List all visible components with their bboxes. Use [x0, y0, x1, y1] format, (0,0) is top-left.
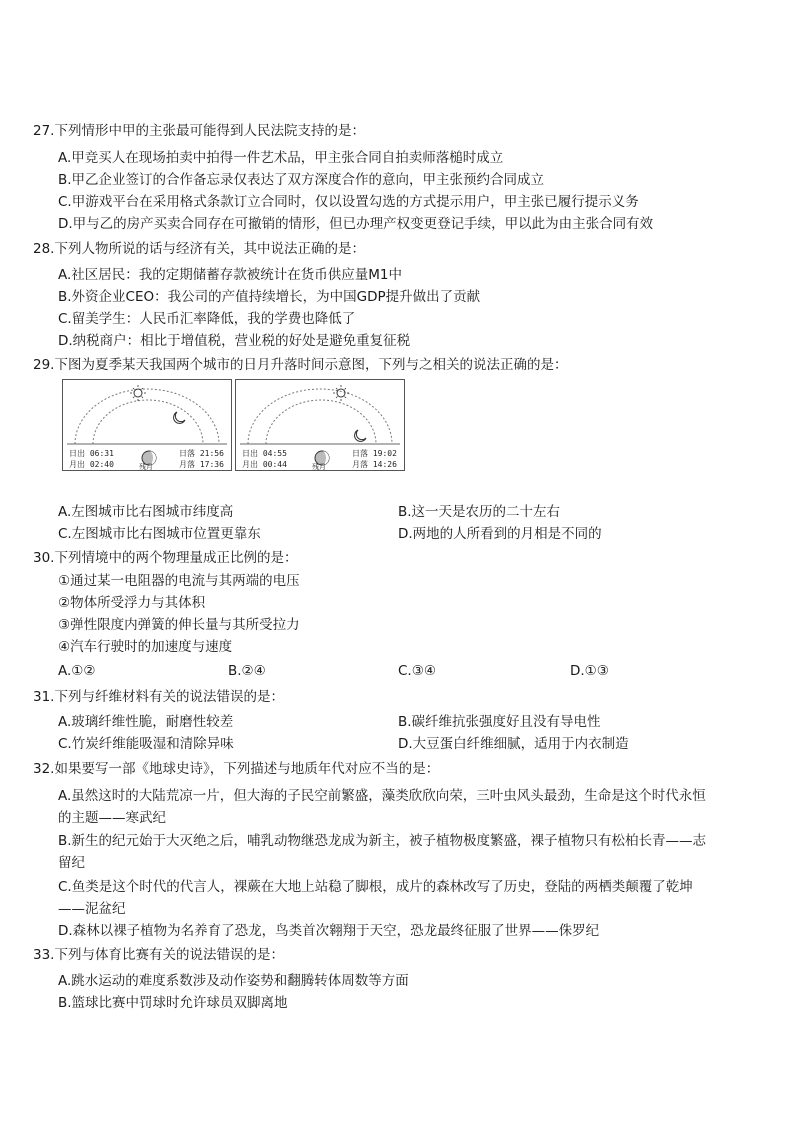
question-31-option-c: C.竹炭纤维能吸湿和清除异味 [58, 736, 234, 752]
moonset-label-left: 月落 17:36 [179, 460, 224, 469]
question-31-option-b: B.碳纤维抗张强度好且没有导电性 [398, 714, 601, 730]
question-27-option-a: A.甲竞买人在现场拍卖中拍得一件艺术品，甲主张合同自拍卖师落槌时成立 [58, 150, 504, 166]
question-28-option-c: C.留美学生：人民币汇率降低，我的学费也降低了 [58, 311, 356, 327]
question-32-option-b: B.新生的纪元始于大灭绝之后，哺乳动物继恐龙成为新主，被子植物极度繁盛，裸子植物只有松柏长青——志 [58, 833, 707, 849]
question-30-item-3: ③弹性限度内弹簧的伸长量与其所受拉力 [58, 617, 300, 633]
question-30-option-a: A.①② [58, 663, 96, 679]
question-28-option-d: D.纳税商户：相比于增值税，营业税的好处是避免重复征税 [58, 333, 411, 349]
sun-moon-diagram-left [62, 379, 232, 471]
sunset-label-right: 日落 19:02 [352, 449, 397, 458]
sun-icon [333, 385, 349, 401]
moonset-label-right: 月落 14:26 [352, 460, 397, 469]
question-30-item-2: ②物体所受浮力与其体积 [58, 595, 206, 611]
crescent-moon-icon [355, 430, 366, 441]
question-30-stem: 30.下列情境中的两个物理量成正比例的是： [33, 550, 298, 566]
question-29-stem: 29.下图为夏季某天我国两个城市的日月升落时间示意图，下列与之相关的说法正确的是： [33, 357, 568, 373]
question-31-stem: 31.下列与纤维材料有关的说法错误的是： [33, 689, 284, 705]
question-29-option-d: D.两地的人所看到的月相是不同的 [398, 526, 602, 542]
question-32-option-c: C.鱼类是这个时代的代言人，裸蕨在大地上站稳了脚根，成片的森林改写了历史，登陆的两栖类颠覆了乾坤 [58, 879, 693, 895]
crescent-moon-icon [174, 412, 185, 423]
moon-phase-label-left: 残月 [139, 463, 153, 471]
question-33-option-b: B.篮球比赛中罚球时允许球员双脚离地 [58, 995, 288, 1011]
sunrise-label-right: 日出 04:55 [242, 449, 287, 458]
question-31-option-d: D.大豆蛋白纤维细腻，适用于内衣制造 [398, 736, 629, 752]
question-28-option-b: B.外资企业CEO：我公司的产值持续增长，为中国GDP提升做出了贡献 [58, 289, 481, 305]
question-32-option-c-cont: ——泥盆纪 [58, 901, 126, 917]
question-33-option-a: A.跳水运动的难度系数涉及动作姿势和翻腾转体周数等方面 [58, 973, 409, 989]
question-27-stem: 27.下列情形中甲的主张最可能得到人民法院支持的是： [33, 123, 365, 139]
sun-icon [130, 385, 146, 401]
sunrise-label-left: 日出 06:31 [69, 449, 114, 458]
question-28-option-a: A.社区居民：我的定期储蓄存款被统计在货币供应量M1中 [58, 267, 403, 283]
question-29-option-c: C.左图城市比右图城市位置更靠东 [58, 526, 261, 542]
question-30-option-b: B.②④ [228, 663, 266, 679]
question-31-option-a: A.玻璃纤维性脆，耐磨性较差 [58, 714, 234, 730]
question-27-option-b: B.甲乙企业签订的合作备忘录仅表达了双方深度合作的意向，甲主张预约合同成立 [58, 172, 545, 188]
question-32-option-a-cont: 的主题——寒武纪 [58, 810, 166, 826]
question-29-option-a: A.左图城市比右图城市纬度高 [58, 504, 234, 520]
moonrise-label-left: 月出 02:40 [69, 460, 114, 469]
moonrise-label-right: 月出 00:44 [242, 460, 287, 469]
sunset-label-left: 日落 21:56 [179, 449, 224, 458]
question-33-stem: 33.下列与体育比赛有关的说法错误的是： [33, 947, 284, 963]
question-28-stem: 28.下列人物所说的话与经济有关，其中说法正确的是： [33, 241, 365, 257]
question-27-option-d: D.甲与乙的房产买卖合同存在可撤销的情形，但已办理产权变更登记手续，甲以此为由主张合同有效 [58, 216, 654, 232]
sun-moon-diagram-right [235, 379, 405, 471]
question-30-option-c: C.③④ [398, 663, 436, 679]
question-32-stem: 32.如果要写一部《地球史诗》，下列描述与地质年代对应不当的是： [33, 761, 440, 777]
question-32-option-d: D.森林以裸子植物为名养育了恐龙，鸟类首次翱翔于天空，恐龙最终征服了世界——侏罗纪 [58, 923, 600, 939]
question-30-option-d: D.①③ [570, 663, 609, 679]
moon-phase-label-right: 残月 [312, 463, 326, 471]
question-32-option-a: A.虽然这时的大陆荒凉一片，但大海的子民空前繁盛，藻类欣欣向荣，三叶虫风头最劲，生命是这个时代永恒 [58, 788, 706, 804]
question-29-option-b: B.这一天是农历的二十左右 [398, 504, 561, 520]
question-32-option-b-cont: 留纪 [58, 855, 85, 871]
question-30-item-1: ①通过某一电阻器的电流与其两端的电压 [58, 573, 300, 589]
question-30-item-4: ④汽车行驶时的加速度与速度 [58, 639, 233, 655]
question-27-option-c: C.甲游戏平台在采用格式条款订立合同时，仅以设置勾选的方式提示用户，甲主张已履行提示义务 [58, 194, 639, 210]
